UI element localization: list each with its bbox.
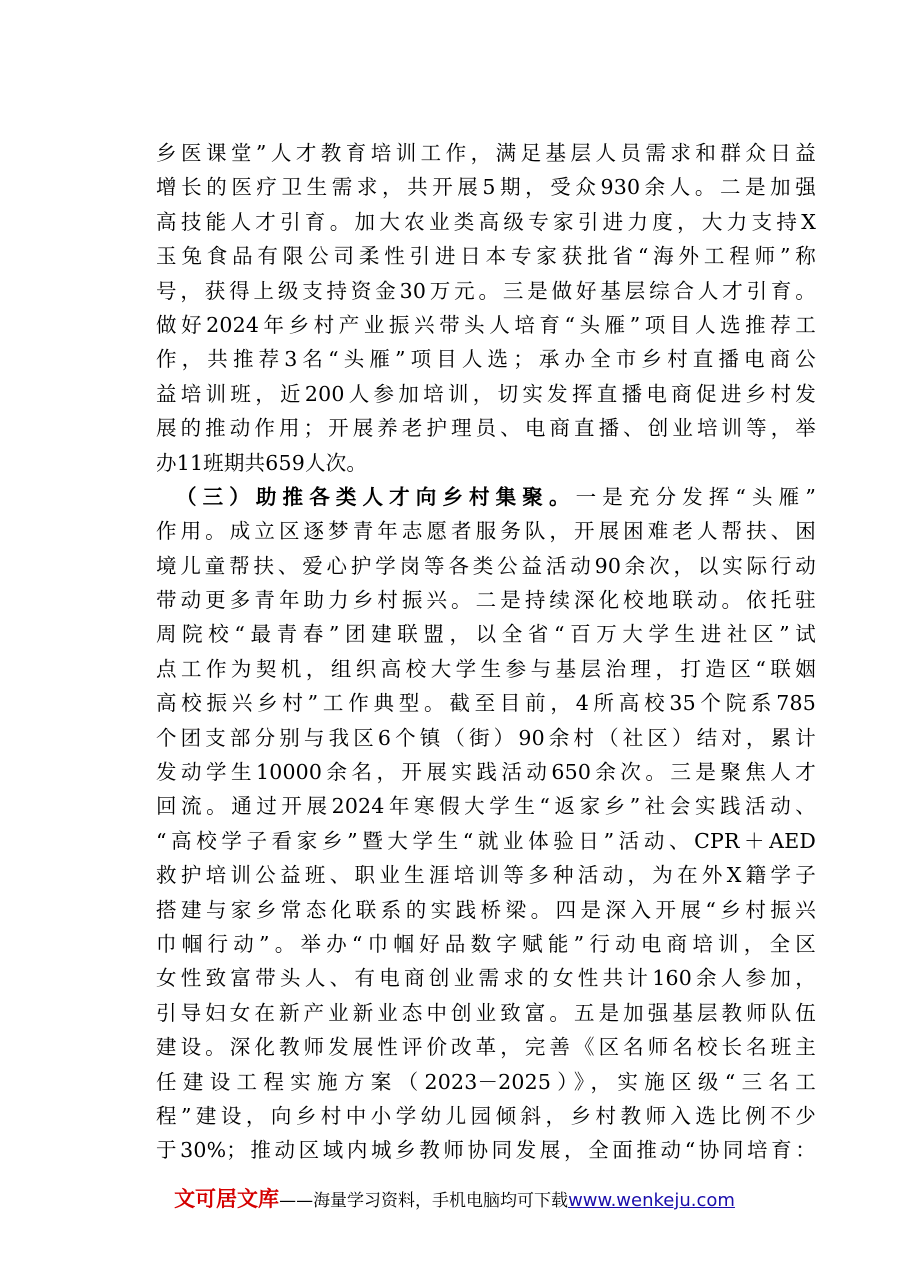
text-line: 引导妇女在新产业新业态中创业致富。五是加强基层教师队伍	[156, 1000, 816, 1025]
text-line: 玉兔食品有限公司柔性引进日本专家获批省“海外工程师”称	[156, 244, 816, 269]
text-line: 任建设工程实施方案（2023－2025）》，实施区级“三名工	[156, 1069, 816, 1094]
text-line: 做好2024年乡村产业振兴带头人培育“头雁”项目人选推荐工	[156, 312, 816, 337]
text-line: 号，获得上级支持资金30万元。三是做好基层综合人才引育。	[156, 278, 816, 303]
text-line: 周院校“最青春”团建联盟，以全省“百万大学生进社区”试	[156, 622, 816, 647]
text-line: 增长的医疗卫生需求，共开展5期，受众930余人。二是加强	[156, 175, 816, 200]
text-line: 益培训班，近200人参加培训，切实发挥直播电商促进乡村发	[156, 381, 816, 406]
document-body	[156, 136, 816, 1168]
paragraph-talent-gathering	[156, 480, 816, 1168]
footer-brand: 文可居文库	[174, 1187, 280, 1211]
paragraph-talent-training	[156, 136, 816, 480]
text-fragment: 一是充分发挥“头雁”	[575, 484, 817, 509]
text-line: 发动学生10000余名，开展实践活动650余次。三是聚焦人才	[156, 760, 816, 785]
section-heading-line	[156, 480, 816, 514]
text-line: 个团支部分别与我区6个镇（街）90余村（社区）结对，累计	[156, 725, 816, 750]
text-line: 于30%；推动区域内城乡教师协同发展，全面推动“协同培育：	[156, 1138, 816, 1163]
text-line: 作，共推荐3名“头雁”项目人选；承办全市乡村直播电商公	[156, 347, 816, 372]
footer-tagline: ——海量学习资料，手机电脑均可下载	[279, 1191, 569, 1211]
text-line: 女性致富带头人、有电商创业需求的女性共计160余人参加，	[156, 966, 816, 991]
text-line: 境儿童帮扶、爱心护学岗等各类公益活动90余次，以实际行动	[156, 553, 816, 578]
footer-banner	[0, 1183, 909, 1213]
text-line: 高技能人才引育。加大农业类高级专家引进力度，大力支持X	[156, 209, 816, 234]
text-line: 展的推动作用；开展养老护理员、电商直播、创业培训等，举	[156, 416, 816, 441]
text-line: 点工作为契机，组织高校大学生参与基层治理，打造区“联姻	[156, 656, 816, 681]
text-line: 乡医课堂”人才教育培训工作，满足基层人员需求和群众日益	[156, 141, 816, 165]
text-line: 高校振兴乡村”工作典型。截至目前，4所高校35个院系785	[156, 691, 816, 716]
text-line: 带动更多青年助力乡村振兴。二是持续深化校地联动。依托驻	[156, 588, 816, 613]
text-line: 搭建与家乡常态化联系的实践桥梁。四是深入开展“乡村振兴	[156, 897, 816, 922]
text-line: 程”建设，向乡村中小学幼儿园倾斜，乡村教师入选比例不少	[156, 1103, 816, 1128]
text-line: 办11班期共659人次。	[156, 450, 368, 475]
text-line: 救护培训公益班、职业生涯培训等多种活动，为在外X籍学子	[156, 863, 816, 888]
footer-website-link[interactable]: www.wenkeju.com	[568, 1190, 735, 1211]
text-line: 作用。成立区逐梦青年志愿者服务队，开展困难老人帮扶、困	[156, 519, 816, 544]
section-heading: （三）助推各类人才向乡村集聚。	[176, 484, 576, 509]
text-line: 建设。深化教师发展性评价改革，完善《区名师名校长名班主	[156, 1035, 816, 1060]
text-line: 回流。通过开展2024年寒假大学生“返家乡”社会实践活动、	[156, 794, 816, 819]
text-line: “高校学子看家乡”暨大学生“就业体验日”活动、CPR＋AED	[156, 828, 816, 853]
text-line: 巾帼行动”。举办“巾帼好品数字赋能”行动电商培训，全区	[156, 931, 816, 956]
